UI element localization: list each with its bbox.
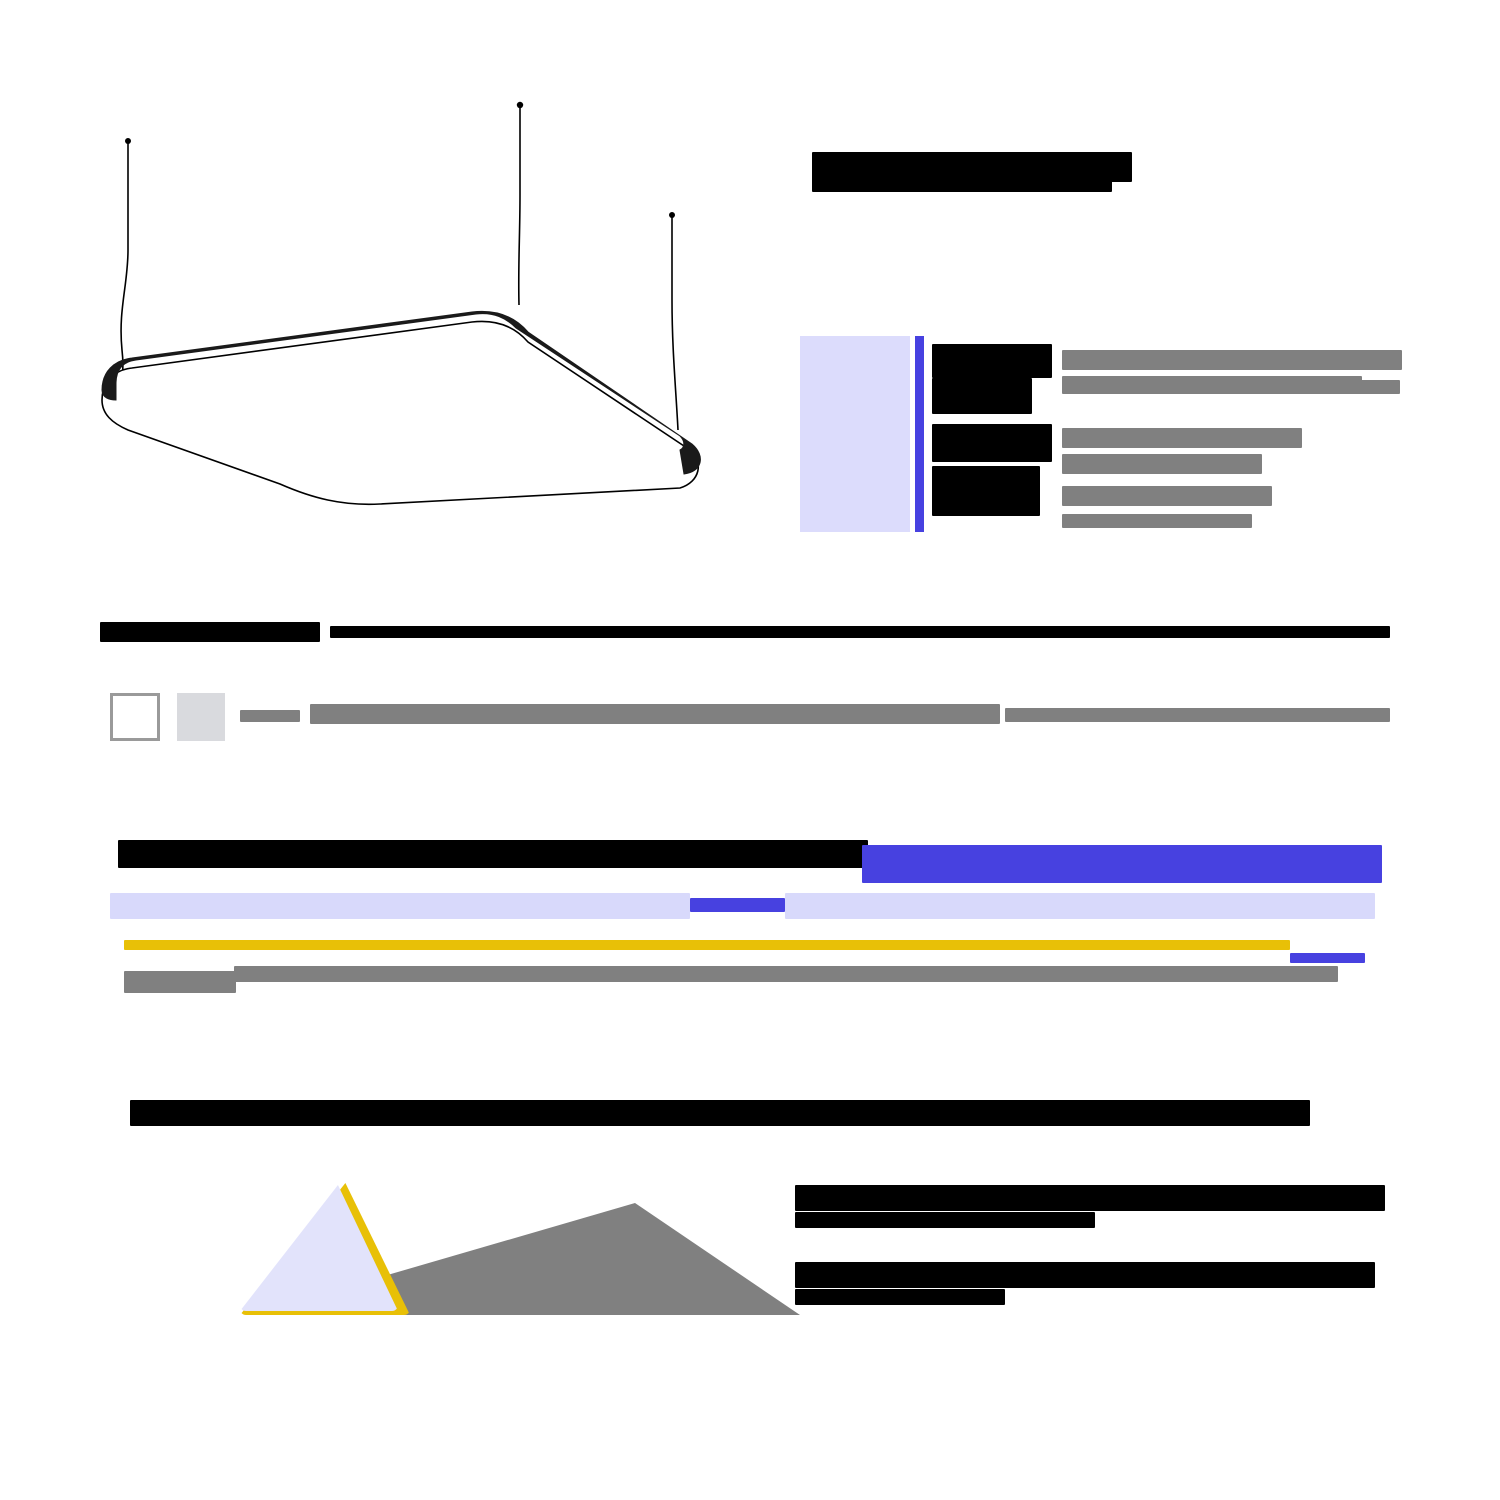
finish-description — [310, 704, 1000, 724]
data-underline-yellow — [124, 940, 1290, 950]
spec-panel-swatch — [800, 336, 910, 532]
spec-panel — [800, 336, 1400, 532]
spec-row-value — [1062, 350, 1402, 370]
data-footnote-text — [234, 966, 1338, 982]
finish-section-heading-cont — [330, 626, 1390, 638]
data-highlight-bar — [862, 845, 1382, 883]
beam-callout-subtitle — [795, 1289, 1005, 1305]
beam-section-heading — [130, 1100, 1310, 1126]
page-subtitle — [812, 180, 1112, 192]
spec-row-label — [932, 344, 1052, 378]
beam-diagram — [240, 1155, 800, 1315]
spec-row-value — [1062, 514, 1252, 528]
luminaire-diffuser — [102, 321, 698, 504]
beam-callout-title — [795, 1262, 1375, 1288]
spec-row-value — [1062, 486, 1272, 506]
beam-callout-subtitle — [795, 1212, 1095, 1228]
data-underline-accent — [1290, 953, 1365, 963]
spec-row-label — [932, 378, 1032, 414]
data-row-accent — [690, 898, 785, 912]
product-illustration — [80, 100, 740, 530]
color-swatch-gray[interactable] — [177, 693, 225, 741]
spec-row-value — [1062, 454, 1262, 474]
page-title — [812, 152, 1132, 182]
data-row-light — [785, 893, 1375, 919]
finish-section-heading — [100, 622, 320, 642]
luminaire-drawing — [80, 100, 740, 530]
finish-label — [240, 710, 300, 722]
data-footnote-label — [124, 971, 236, 993]
data-section-heading — [118, 840, 868, 868]
color-swatch-white[interactable] — [110, 693, 160, 741]
spec-panel-accent-rule — [915, 336, 924, 532]
spec-row-label — [932, 424, 1052, 462]
data-row-light — [110, 893, 690, 919]
spec-row-value — [1270, 380, 1400, 394]
spec-row-label — [932, 466, 1040, 516]
beam-callout-title — [795, 1185, 1385, 1211]
finish-description-cont — [1005, 708, 1390, 722]
spec-row-value — [1062, 428, 1302, 448]
